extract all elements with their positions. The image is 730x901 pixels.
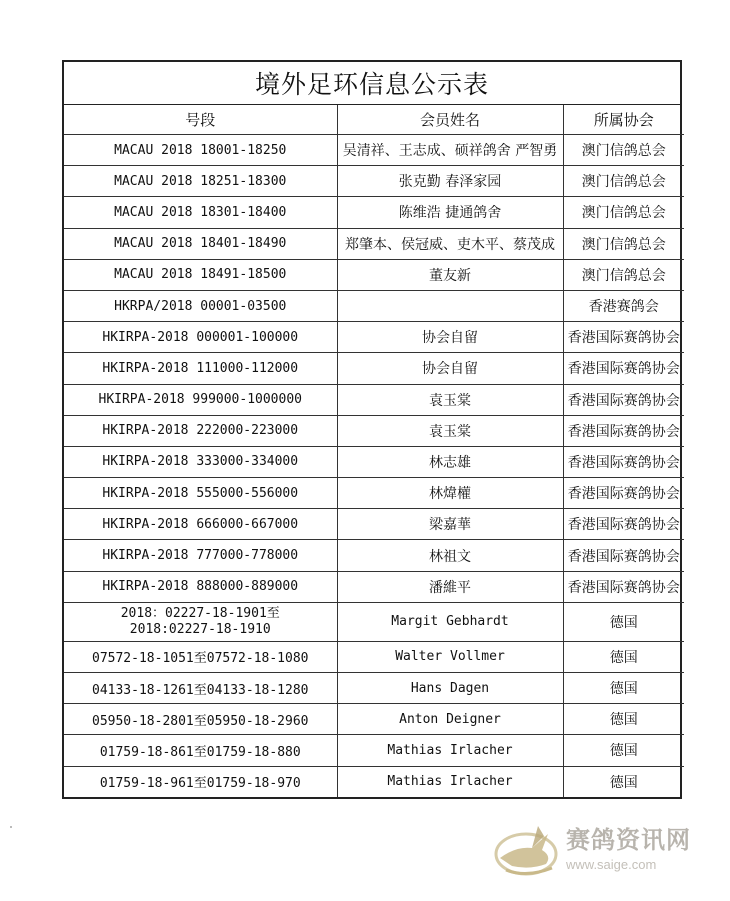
member-cell: 吴清祥、王志成、硕祥鸽舍 严智勇	[337, 135, 563, 166]
table-row	[64, 571, 684, 602]
site-watermark	[486, 818, 696, 880]
association-cell: 香港国际赛鸽协会	[563, 384, 684, 415]
table-header-row	[64, 105, 684, 135]
segment-cell: 05950-18-2801至05950-18-2960	[64, 704, 337, 735]
ring-info-table	[64, 105, 684, 797]
member-cell: 袁玉棠	[337, 415, 563, 446]
table-row	[64, 446, 684, 477]
segment-cell: HKIRPA-2018 555000-556000	[64, 478, 337, 509]
segment-line-1: 2018：02227-18-1901至	[120, 605, 280, 621]
header-segment: 号段	[64, 105, 337, 135]
scan-speck	[10, 826, 12, 828]
association-cell: 香港赛鸽会	[563, 290, 684, 321]
member-cell: 林志雄	[337, 446, 563, 477]
table-row	[64, 704, 684, 735]
table-row	[64, 540, 684, 571]
association-cell: 德国	[563, 673, 684, 704]
segment-cell: MACAU 2018 18301-18400	[64, 197, 337, 228]
table-row	[64, 353, 684, 384]
member-cell: Anton Deigner	[337, 704, 563, 735]
segment-cell: HKIRPA-2018 999000-1000000	[64, 384, 337, 415]
member-cell: 袁玉棠	[337, 384, 563, 415]
table-row	[64, 602, 684, 641]
segment-line-2: 2018:02227-18-1910	[129, 621, 271, 637]
segment-cell: HKIRPA-2018 222000-223000	[64, 415, 337, 446]
header-association: 所属协会	[563, 105, 684, 135]
association-cell: 香港国际赛鸽协会	[563, 322, 684, 353]
table-row	[64, 135, 684, 166]
table-row	[64, 322, 684, 353]
table-row	[64, 673, 684, 704]
association-cell: 澳门信鸽总会	[563, 135, 684, 166]
segment-cell	[64, 602, 337, 641]
watermark-site-name: 赛鸽资讯网	[566, 825, 691, 854]
table-row	[64, 415, 684, 446]
segment-cell: HKRPA/2018 00001-03500	[64, 290, 337, 321]
table-row	[64, 641, 684, 672]
table-row	[64, 509, 684, 540]
member-cell: 潘維平	[337, 571, 563, 602]
segment-cell: HKIRPA-2018 000001-100000	[64, 322, 337, 353]
segment-cell: 01759-18-961至01759-18-970	[64, 766, 337, 797]
table-row	[64, 735, 684, 766]
segment-cell: MACAU 2018 18001-18250	[64, 135, 337, 166]
member-cell: 张克勤 春泽家园	[337, 166, 563, 197]
table-row	[64, 259, 684, 290]
association-cell: 德国	[563, 766, 684, 797]
member-cell: Walter Vollmer	[337, 641, 563, 672]
segment-cell: HKIRPA-2018 333000-334000	[64, 446, 337, 477]
association-cell: 香港国际赛鸽协会	[563, 478, 684, 509]
association-cell: 香港国际赛鸽协会	[563, 415, 684, 446]
table-row	[64, 197, 684, 228]
association-cell: 香港国际赛鸽协会	[563, 509, 684, 540]
member-cell: 林煒權	[337, 478, 563, 509]
member-cell: 郑肇本、侯冠威、吏木平、蔡茂成	[337, 228, 563, 259]
segment-cell: MACAU 2018 18251-18300	[64, 166, 337, 197]
member-cell: Hans Dagen	[337, 673, 563, 704]
association-cell: 澳门信鸽总会	[563, 197, 684, 228]
table-row	[64, 384, 684, 415]
member-cell: 林祖文	[337, 540, 563, 571]
association-cell: 香港国际赛鸽协会	[563, 353, 684, 384]
table-row	[64, 228, 684, 259]
association-cell: 澳门信鸽总会	[563, 166, 684, 197]
member-cell: 梁嘉華	[337, 509, 563, 540]
segment-cell: MACAU 2018 18491-18500	[64, 259, 337, 290]
segment-cell: 07572-18-1051至07572-18-1080	[64, 641, 337, 672]
table-row	[64, 478, 684, 509]
segment-cell: 01759-18-861至01759-18-880	[64, 735, 337, 766]
association-cell: 德国	[563, 735, 684, 766]
watermark-text	[566, 825, 691, 872]
member-cell	[337, 290, 563, 321]
association-cell: 德国	[563, 641, 684, 672]
segment-cell: MACAU 2018 18401-18490	[64, 228, 337, 259]
member-cell: 董友新	[337, 259, 563, 290]
notice-table-sheet	[62, 60, 682, 799]
segment-cell: HKIRPA-2018 111000-112000	[64, 353, 337, 384]
header-member: 会员姓名	[337, 105, 563, 135]
association-cell: 德国	[563, 602, 684, 641]
table-row	[64, 290, 684, 321]
member-cell: 协会自留	[337, 322, 563, 353]
association-cell: 香港国际赛鸽协会	[563, 571, 684, 602]
member-cell: 协会自留	[337, 353, 563, 384]
member-cell: Mathias Irlacher	[337, 735, 563, 766]
association-cell: 澳门信鸽总会	[563, 228, 684, 259]
segment-cell: HKIRPA-2018 777000-778000	[64, 540, 337, 571]
segment-cell: HKIRPA-2018 888000-889000	[64, 571, 337, 602]
association-cell: 德国	[563, 704, 684, 735]
table-row	[64, 766, 684, 797]
member-cell: Mathias Irlacher	[337, 766, 563, 797]
association-cell: 香港国际赛鸽协会	[563, 540, 684, 571]
watermark-url: www.saige.com	[566, 856, 657, 872]
association-cell: 香港国际赛鸽协会	[563, 446, 684, 477]
member-cell: 陈维浩 捷通鸽舍	[337, 197, 563, 228]
segment-cell: HKIRPA-2018 666000-667000	[64, 509, 337, 540]
member-cell: Margit Gebhardt	[337, 602, 563, 641]
association-cell: 澳门信鸽总会	[563, 259, 684, 290]
table-row	[64, 166, 684, 197]
page-title: 境外足环信息公示表	[64, 62, 680, 105]
pigeon-logo-icon	[486, 818, 564, 880]
segment-cell: 04133-18-1261至04133-18-1280	[64, 673, 337, 704]
